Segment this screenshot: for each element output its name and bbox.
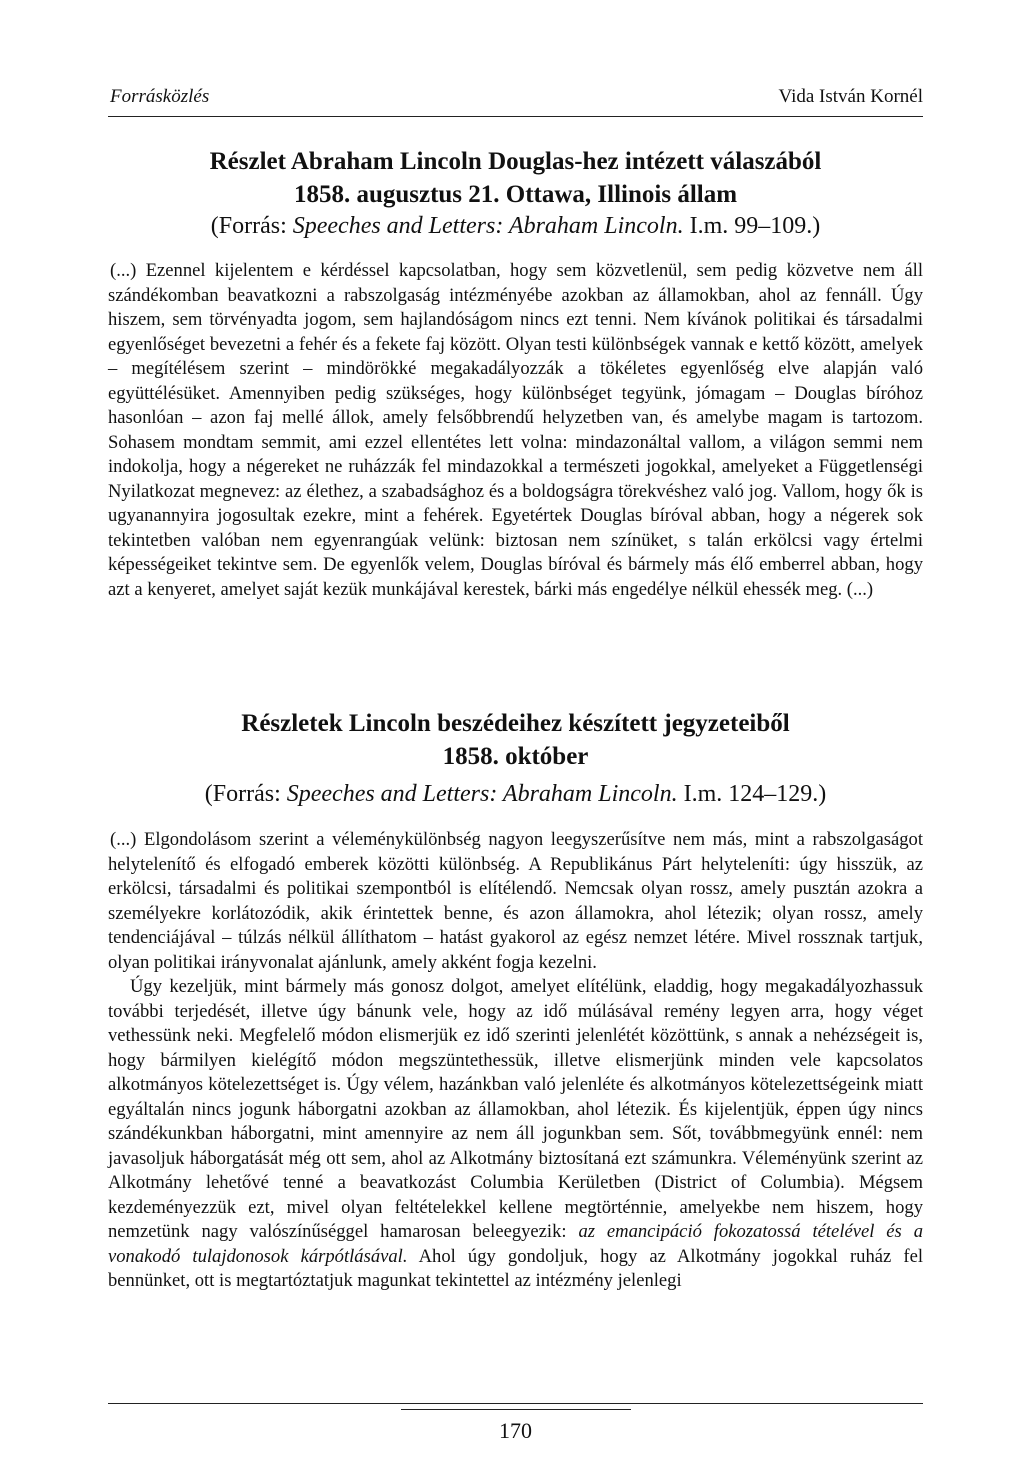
section1-title-line2: 1858. augusztus 21. Ottawa, Illinois állam bbox=[293, 181, 738, 208]
section1-source-title: Speeches and Letters: Abraham Lincoln. bbox=[292, 213, 684, 239]
header-rule bbox=[108, 116, 923, 117]
section2-paragraph-1: (...) Elgondolásom szerint a véleménykülönbség nagyon leegyszerűsítve nem más, mint a rabszolgaságot helytelenítő és elfogadó emberek közötti különbség. A Republikánus Párt helyteleníti: úgy hisszük, az erkölcsi, társadalmi és politikai szempontból is elítélendő. Nemcsak olyan rossz, amely pusztán azokra a személyekre korlátozódik, akik érintettek benne, és azon államokra, ahol létezik; olyan rossz, amely tendenciájával – túlzás nélkül állíthatom – hatást gyakorol az egész nemzet létére. Mivel rossznak tartjuk, olyan politikai irányvonalat ajánlunk, amely akként fogja kezelni. bbox=[108, 829, 923, 973]
footer-rule bbox=[108, 1403, 923, 1404]
section2-source-prefix: (Forrás: bbox=[204, 781, 287, 807]
section-label: Forrásközlés bbox=[110, 86, 210, 107]
section2-title-line2: 1858. október bbox=[442, 743, 589, 770]
section2-source-title: Speeches and Letters: Abraham Lincoln. bbox=[286, 781, 678, 807]
section2-paragraph-2-text: Úgy kezeljük, mint bármely más gonosz dolgot, amelyet elítélünk, eladdig, hogy megakadályozhassuk további terjedését, illetve úgy bánunk vele, hogy az idő múlásával remény legyen arra, hogy véget vethessünk neki. Megfelelő módon elismerjük ez idő szerinti jelenlétét közöttünk, s annak a nehézségeit is, hogy bármilyen kielégítő módon megszüntethessük, illetve elismerjünk minden vele kapcsolatos alkotmányos kötelezettséget is. Úgy vélem, hazánkban való jelenléte és alkotmányos kötelezettségeink miatt egyáltalán nincs jogunk háborgatni azokban az államokban, ahol létezik. És kijelentjük, éppen úgy nincs szándékunkban háborgatni, mint amennyire az nem áll jogunkban sem. Sőt, továbbmegyünk ennél: nem javasoljuk háborgatását még ott sem, ahol az Alkotmány biztosítaná ezt számunkra. Véleményünk szerint az Alkotmány lehetővé tenné a beavatkozást Columbia Kerületben (District of Columbia). Mégsem kezdeményezzük ezt, mivel olyan feltételekkel kellene megtörténnie, amelyekbe nem hiszem, hogy nemzetünk nagy valószínűséggel hamarosan beleegyezik: bbox=[108, 976, 923, 1242]
section1-source bbox=[108, 210, 923, 242]
author-name: Vida István Kornél bbox=[778, 86, 923, 107]
running-header bbox=[108, 86, 923, 116]
section2-paragraph-2-italic: az emancipáció fokozatossá tételével és a vonakodó tulajdonosok kárpótlásával. bbox=[108, 1221, 923, 1267]
section2-source bbox=[108, 778, 923, 810]
section-lincoln-notes bbox=[108, 708, 923, 1294]
section2-title-line1: Részletek Lincoln beszédeihez készített jegyzeteiből bbox=[241, 710, 790, 737]
section1-title-line1: Részlet Abraham Lincoln Douglas-hez intézett válaszából bbox=[209, 148, 822, 175]
section1-paragraph: (...) Ezennel kijelentem e kérdéssel kapcsolatban, hogy sem közvetlenül, sem pedig közvetve nem áll szándékomban beavatkozni a rabszolgaság intézményébe azokban az államokban, ahol az fennáll. Úgy hiszem, sem törvényadta jogom, sem hajlandóságom nincs ezt tenni. Nem kívánok politikai és társadalmi egyenlőséget bevezetni a fehér és a fekete faj között. Olyan testi különbségek vannak e kettő között, amelyek – megítélésem szerint – mindörökké megakadályozzák a tökéletes egyenlőség elve alapján való együttélésüket. Amennyiben pedig szükséges, hogy különbséget tegyünk, jómagam – Douglas bíróhoz hasonlóan – azon faj mellé állok, amely felsőbbrendű helyzetben van, és amelybe magam is tartozom. Sohasem mondtam semmit, ami ezzel ellentétes lett volna: mindazonáltal vallom, a világon semmi nem indokolja, hogy a négereket ne ruházzák fel mindazokkal a természeti jogokkal, amelyeket a Függetlenségi Nyilatkozat megnevez: az élethez, a szabadsághoz és a boldogságra törekvéshez való jog. Vallom, hogy ők is ugyanannyira jogosultak ezekre, mint a fehérek. Egyetértek Douglas bíróval abban, hogy a négerek sok tekintetben valóban nem egyenrangúak velünk: biztosan nem színüket, s talán erkölcsi vagy értelmi képességeiket tekintve sem. De egyenlők velem, Douglas bíróval és bármely más élő emberrel abban, hogy azt a kenyeret, amelyet saját kezük munkájával kerestek, bárki más engedélye nélkül ehessék meg. (...) bbox=[108, 260, 923, 600]
page-number: 170 bbox=[499, 1418, 532, 1443]
section2-source-suffix: I.m. 124–129.) bbox=[677, 781, 827, 807]
section1-source-suffix: I.m. 99–109.) bbox=[683, 213, 821, 239]
section2-paragraph-2 bbox=[108, 975, 923, 1294]
document-page bbox=[108, 0, 923, 1460]
footer-short-rule bbox=[401, 1409, 631, 1410]
section2-paragraph-2-tail: Ahol úgy gondoljuk, hogy az Alkotmány jogokkal ruház fel bennünket, ott is megtartóztatjuk magunkat tekintettel az intézmény jelenlegi bbox=[108, 1245, 923, 1291]
section-ottawa-reply bbox=[108, 146, 923, 602]
section1-source-prefix: (Forrás: bbox=[210, 213, 293, 239]
